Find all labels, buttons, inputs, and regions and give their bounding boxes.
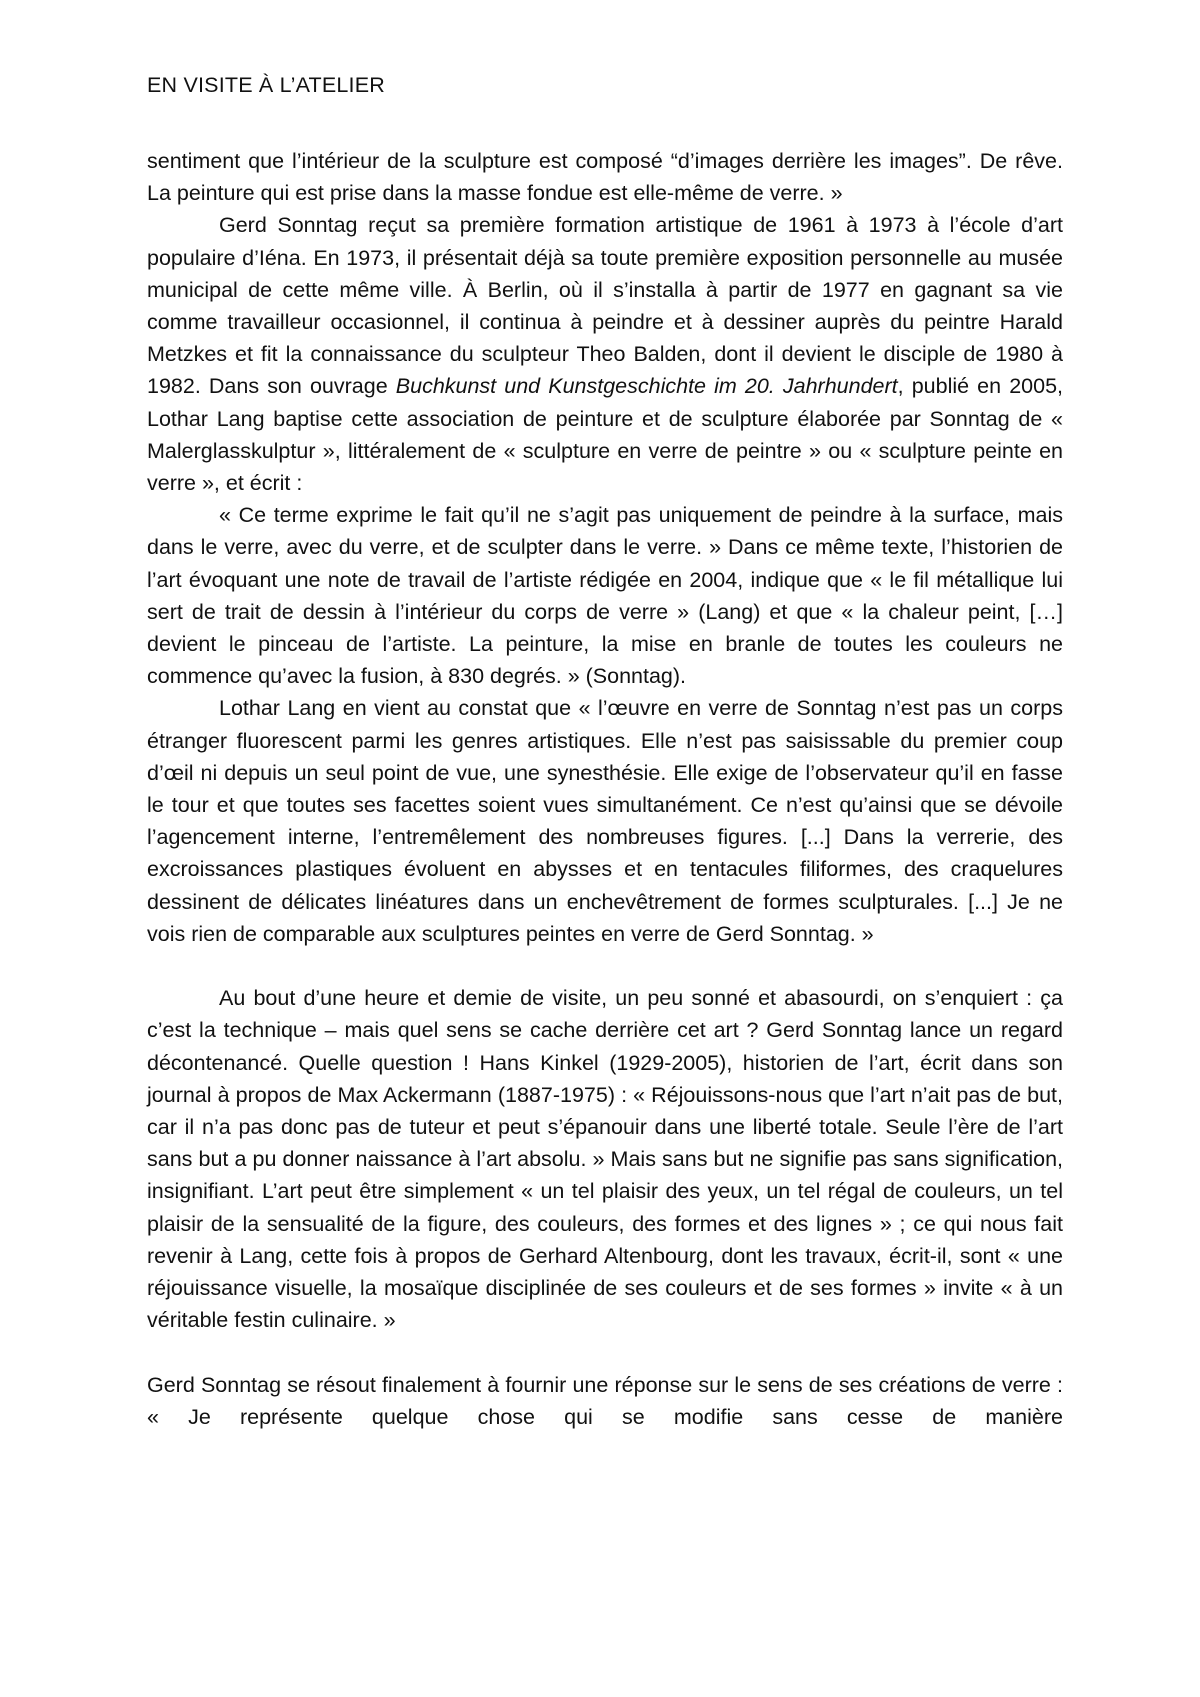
paragraph-text: Gerd Sonntag reçut sa première formation artistique de 1961 à 1973 à l’école d’art populaire d’Iéna. En 1973, il présentait déjà sa toute première exposition personnelle au musée municipal de cette même ville. À Berlin, où il s’installa à partir de 1977 en gagnant sa vie comme travailleur occasionnel, il continua à peindre et à dessiner auprès du peintre Harald Metzkes et fit la connaissance du sculpteur Theo Balden, dont il devient le disciple de 1980 à 1982. Dans son ouvrage xyxy=(147,213,1063,399)
body-text xyxy=(147,145,1063,1433)
paragraph-sonntag-biography xyxy=(147,209,1063,499)
paragraph-text: , publié en 2005, Lothar Lang baptise cette association de peinture et de sculpture élaborée par Sonntag de « Malerglasskulptur », littéralement de « sculpture en verre de peintre » ou « sculpture peinte en verre », et écrit : xyxy=(147,374,1064,496)
running-header: EN VISITE À L’ATELIER xyxy=(147,73,385,97)
paragraph-sonntag-answer: Gerd Sonntag se résout finalement à fournir une réponse sur le sens de ses créations de verre : « Je représente quelque chose qui se modifie sans cesse de manière xyxy=(147,1372,1063,1429)
paragraph-continuation: sentiment que l’intérieur de la sculpture est composé “d’images derrière les images”. De rêve. La peinture qui est prise dans la masse fondue est elle-même de verre. » xyxy=(147,149,1063,206)
book-title: Buchkunst und Kunstgeschichte im 20. Jahrhundert xyxy=(395,374,898,399)
paragraph-visit-meaning: Au bout d’une heure et demie de visite, un peu sonné et abasourdi, on s’enquiert : ça c’est la technique – mais quel sens se cache derrière cet art ? Gerd Sonntag lance un regard décontenancé. Quelle question ! Hans Kinkel (1929-2005), historien de l’art, écrit dans son journal à propos de Max Ackermann (1887-1975) : « Réjouissons-nous que l’art n’ait pas de but, car il n’a pas donc pas de tuteur et peut s’épanouir dans une liberté totale. Seule l’ère de l’art sans but a pu donner naissance à l’art absolu. » Mais sans but ne signifie pas sans signification, insignifiant. L’art peut être simplement « un tel plaisir des yeux, un tel régal de couleurs, un tel plaisir de la sensualité de la figure, des couleurs, des formes et des lignes » ; ce qui nous fait revenir à Lang, cette fois à propos de Gerhard Altenbourg, dont les travaux, écrit-il, sont « une réjouissance visuelle, la mosaïque disciplinée de ses couleurs et de ses formes » invite « à un véritable festin culinaire. » xyxy=(147,986,1063,1333)
paragraph-lang-constat: Lothar Lang en vient au constat que « l’œuvre en verre de Sonntag n’est pas un corps étranger fluorescent parmi les genres artistiques. Elle n’est pas saisissable du premier coup d’œil ni depuis un seul point de vue, une synesthésie. Elle exige de l’observateur qu’il en fasse le tour et que toutes ses facettes soient vues simultanément. Ce n’est qu’ainsi que se dévoile l’agencement interne, l’entremêlement des nombreuses figures. [...] Dans la verrerie, des excroissances plastiques évoluent en abysses et en tentacules filiformes, des craquelures dessinent de délicates linéatures dans un enchevêtrement de formes sculpturales. [...] Je ne vois rien de comparable aux sculptures peintes en verre de Gerd Sonntag. » xyxy=(147,696,1063,946)
paragraph-lang-quote: « Ce terme exprime le fait qu’il ne s’agit pas uniquement de peindre à la surface, mais dans le verre, avec du verre, et de sculpter dans le verre. » Dans ce même texte, l’historien de l’art évoquant une note de travail de l’artiste rédigée en 2004, indique que « le fil métallique lui sert de trait de dessin à l’intérieur du corps de verre » (Lang) et que « la chaleur peint, […] devient le pinceau de l’artiste. La peinture, la mise en branle de toutes les couleurs ne commence qu’avec la fusion, à 830 degrés. » (Sonntag). xyxy=(147,503,1063,689)
